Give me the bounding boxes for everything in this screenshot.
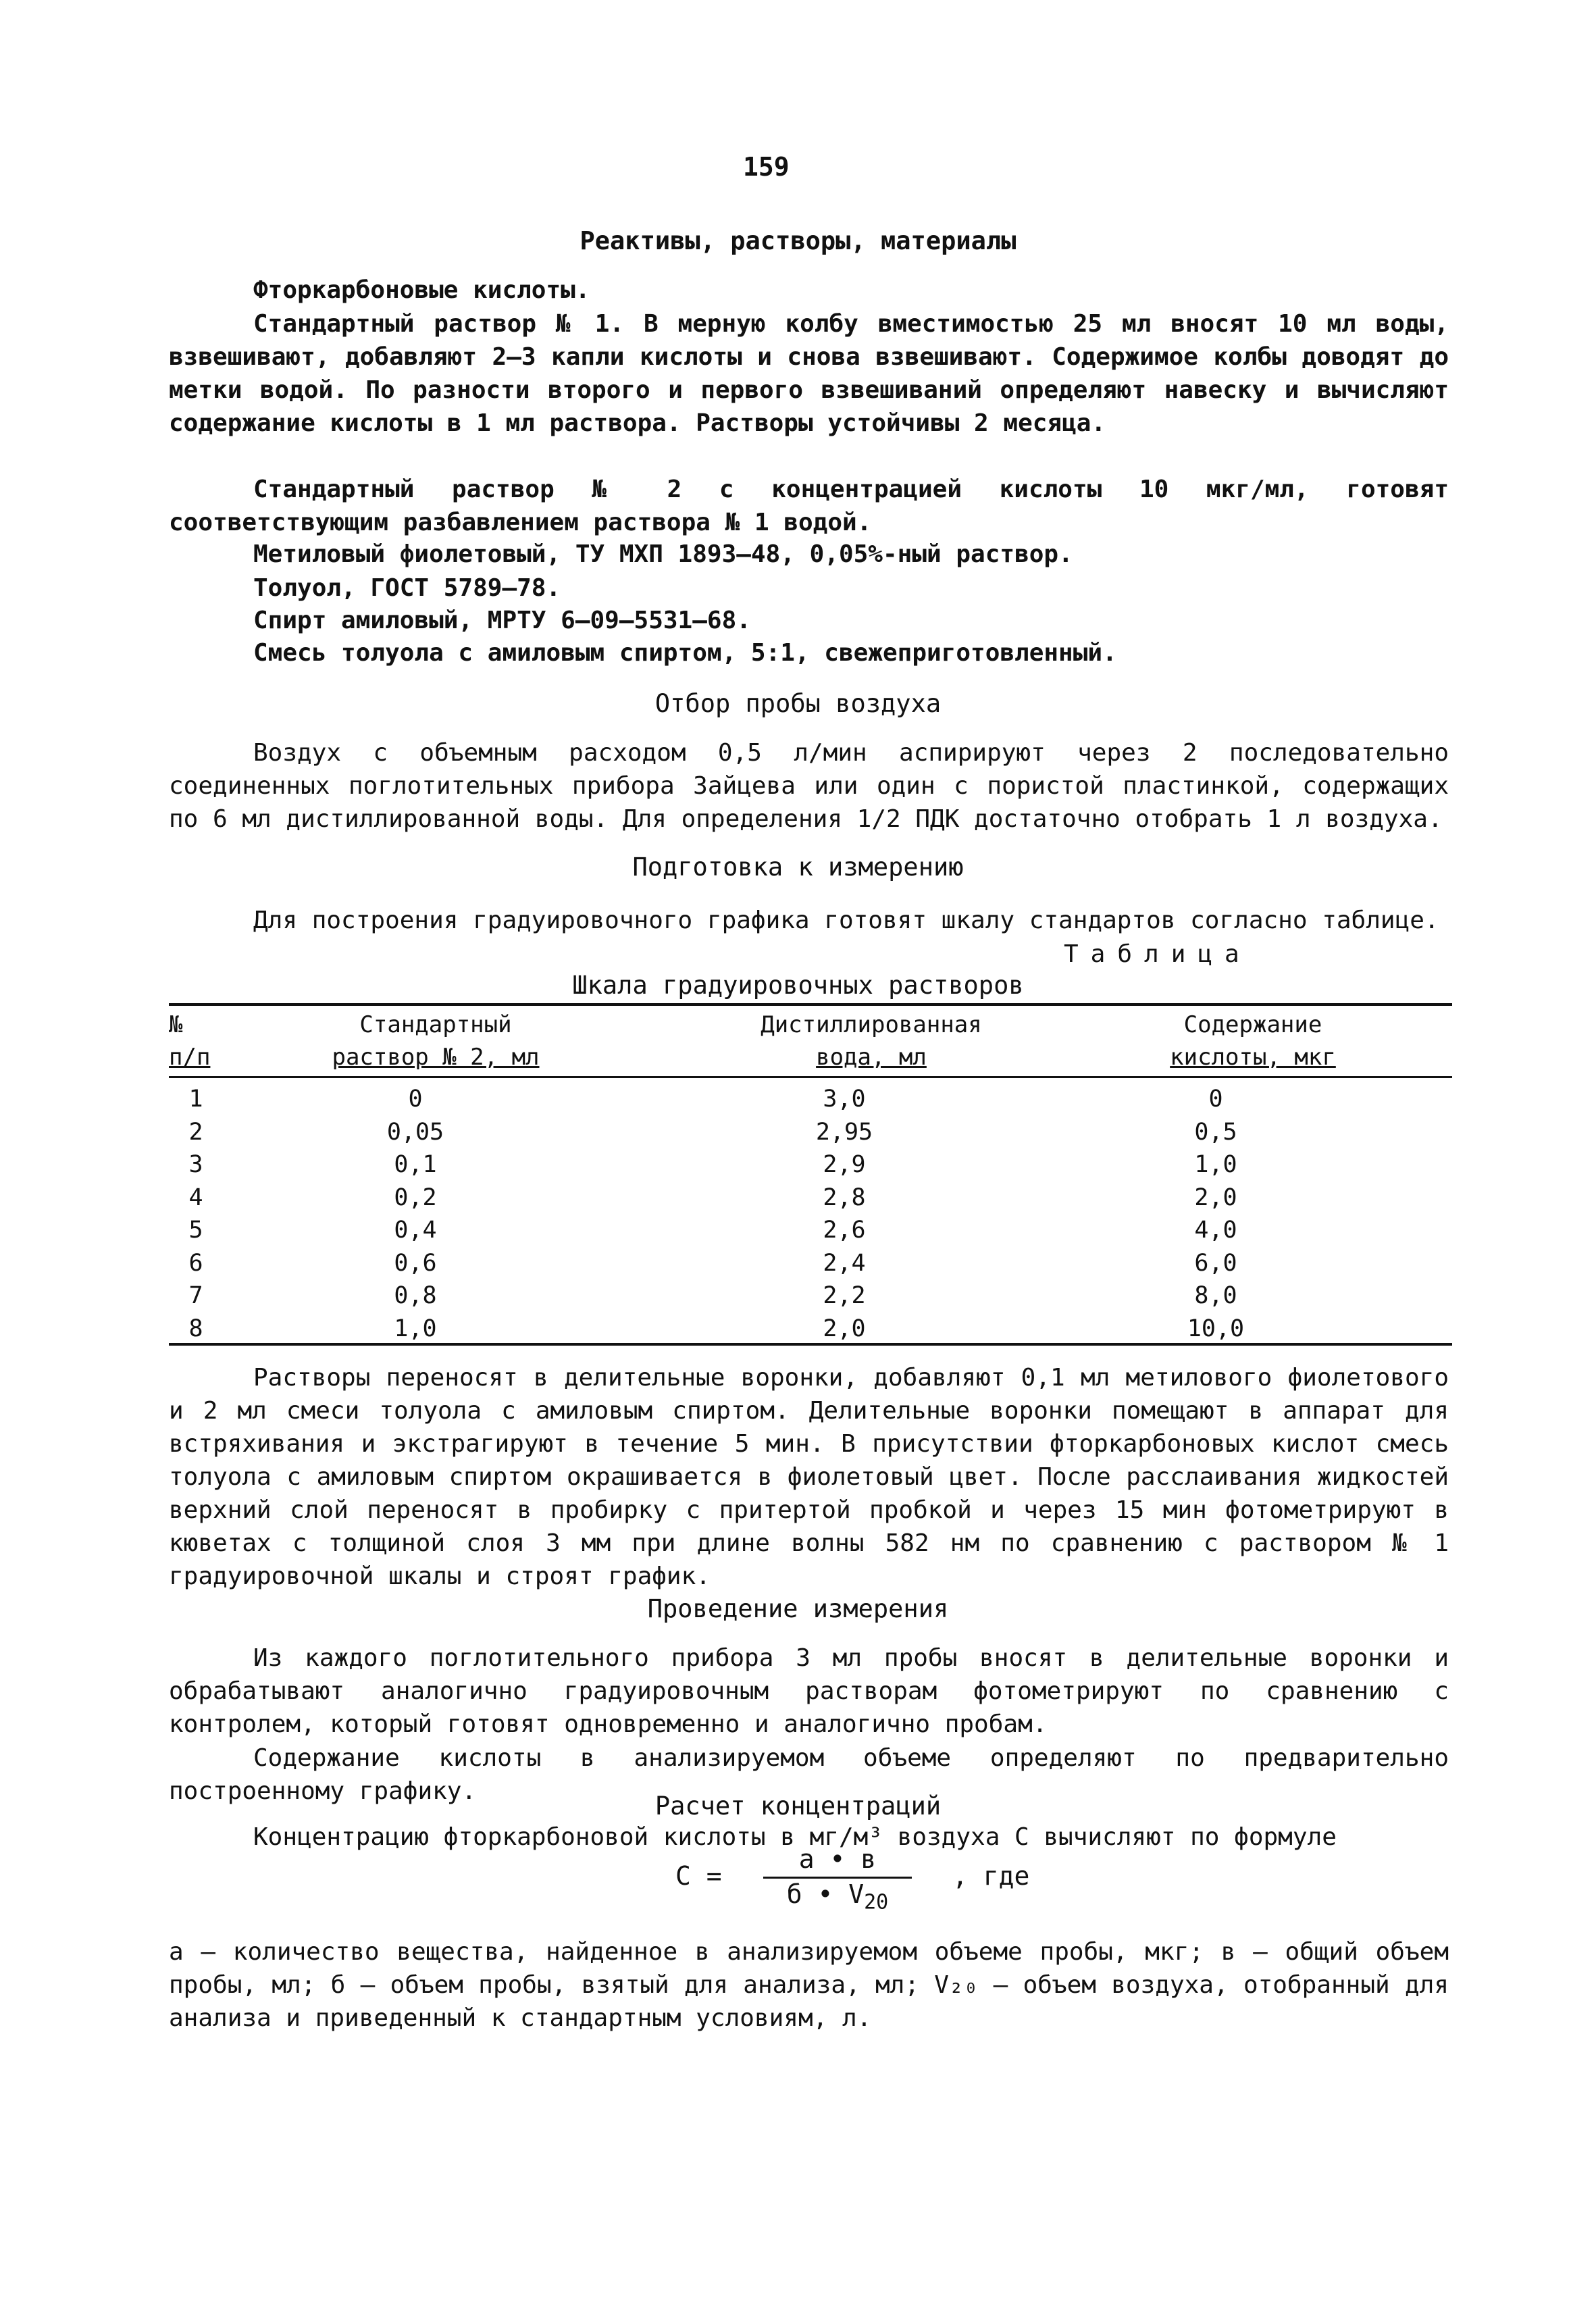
paragraph-content-determination: Содержание кислоты в анализируемом объеме определяют по предварительно построенному графику. bbox=[169, 1744, 1449, 1805]
cell-water: 2,0 bbox=[823, 1315, 866, 1342]
calibration-table bbox=[169, 1003, 1452, 1351]
page-number: 159 bbox=[743, 152, 790, 182]
cell-standard: 0,2 bbox=[394, 1184, 437, 1211]
paragraph-measurement: Из каждого поглотительного прибора 3 мл пробы вносят в делительные воронки и обрабатывают аналогично градуировочным растворам фотометрируют по сравнению с контролем, который готовят одновременно и аналогично пробам. bbox=[169, 1644, 1449, 1738]
formula-lhs: С = bbox=[675, 1861, 722, 1891]
table-row bbox=[169, 1279, 1452, 1313]
header-line: № bbox=[169, 1011, 183, 1038]
reagent-line-amyl-alcohol: Спирт амиловый, МРТУ 6–09–5531–68. bbox=[253, 607, 751, 634]
cell-water: 2,95 bbox=[815, 1118, 873, 1146]
formula-numerator: а • в bbox=[798, 1844, 877, 1874]
cell-standard: 0,8 bbox=[394, 1282, 437, 1309]
denominator-text: б • V bbox=[786, 1879, 865, 1909]
reagent-line-toluene: Толуол, ГОСТ 5789–78. bbox=[253, 574, 561, 602]
formula-denominator bbox=[767, 1879, 908, 1914]
cell-water: 2,2 bbox=[823, 1282, 866, 1309]
cell-content: 10,0 bbox=[1187, 1315, 1245, 1342]
table-rule-top bbox=[169, 1003, 1452, 1006]
cell-standard: 1,0 bbox=[394, 1315, 437, 1342]
section-heading-measurement: Проведение измерения bbox=[647, 1594, 949, 1623]
table-header-acid-content bbox=[1067, 1009, 1439, 1073]
fraction-bar bbox=[763, 1877, 912, 1879]
header-line: Стандартный bbox=[359, 1011, 512, 1038]
cell-content: 0 bbox=[1208, 1086, 1223, 1113]
section-heading-calculation: Расчет концентраций bbox=[654, 1791, 942, 1821]
paragraph-formula-intro: Концентрацию фторкарбоновой кислоты в мг/м³ воздуха С вычисляют по формуле bbox=[253, 1823, 1337, 1851]
cell-number: 1 bbox=[188, 1086, 203, 1113]
table-header-standard-solution bbox=[277, 1009, 594, 1073]
table-header-number bbox=[169, 1009, 263, 1073]
reagent-line-mixture: Смесь толуола с амиловым спиртом, 5:1, свежеприготовленный. bbox=[253, 639, 1117, 667]
paragraph-extraction-procedure: Растворы переносят в делительные воронки, добавляют 0,1 мл метилового фиолетового и 2 мл смеси толуола с амиловым спиртом. Делительные воронки помещают в аппарат для встряхивания и экстрагируют в течение 5 мин. В присутствии фторкарбоновых кислот смесь толуола с амиловым спиртом окрашивается в фиолетовый цвет. После расслаивания жидкостей верхний слой переносят в пробирку с притертой пробкой и через 15 мин фотометрируют в кюветах с толщиной слоя 3 мм при длине волны 582 нм по сравнению с раствором № 1 градуировочной шкалы и строят график. bbox=[169, 1364, 1449, 1590]
cell-standard: 0,4 bbox=[394, 1217, 437, 1244]
reagent-line-methyl-violet: Метиловый фиолетовый, ТУ МХП 1893–48, 0,05%-ный раствор. bbox=[253, 540, 1073, 568]
cell-content: 6,0 bbox=[1194, 1249, 1237, 1277]
header-line: раствор № 2, мл bbox=[332, 1044, 540, 1071]
header-line: Содержание bbox=[1183, 1011, 1322, 1038]
table-body bbox=[169, 1083, 1452, 1345]
cell-content: 2,0 bbox=[1194, 1184, 1237, 1211]
cell-number: 2 bbox=[188, 1118, 203, 1146]
table-row bbox=[169, 1116, 1452, 1149]
cell-standard: 0,6 bbox=[394, 1249, 437, 1277]
cell-content: 4,0 bbox=[1194, 1217, 1237, 1244]
cell-water: 2,4 bbox=[823, 1249, 866, 1277]
cell-number: 8 bbox=[188, 1315, 203, 1342]
section-heading-preparation: Подготовка к измерению bbox=[632, 853, 964, 882]
cell-content: 8,0 bbox=[1194, 1282, 1237, 1309]
cell-standard: 0 bbox=[408, 1086, 423, 1113]
cell-water: 3,0 bbox=[823, 1086, 866, 1113]
table-header-distilled-water bbox=[669, 1009, 1074, 1073]
header-line: вода, мл bbox=[816, 1044, 927, 1071]
table-row bbox=[169, 1214, 1452, 1247]
cell-water: 2,6 bbox=[823, 1217, 866, 1244]
concentration-formula bbox=[675, 1844, 1081, 1918]
cell-number: 4 bbox=[188, 1184, 203, 1211]
table-row bbox=[169, 1148, 1452, 1181]
paragraph-standard-solution-1: Стандартный раствор № 1. В мерную колбу вместимостью 25 мл вносят 10 мл воды, взвешивают, добавляют 2–3 капли кислоты и снова взвешивают. Содержимое колбы доводят до метки водой. По разности второго и первого взвешиваний определяют навеску и вычисляют содержание кислоты в 1 мл раствора. Растворы устойчивы 2 месяца. bbox=[169, 310, 1449, 437]
section-heading-air-sampling: Отбор пробы воздуха bbox=[654, 689, 942, 718]
cell-number: 3 bbox=[188, 1151, 203, 1178]
paragraph-fluorocarbon-acids: Фторкарбоновые кислоты. bbox=[253, 276, 590, 304]
cell-number: 7 bbox=[188, 1282, 203, 1309]
table-row bbox=[169, 1181, 1452, 1215]
paragraph-calibration-intro: Для построения градуировочного графика готовят шкалу стандартов согласно таблице. bbox=[253, 907, 1439, 934]
header-line: п/п bbox=[169, 1044, 211, 1071]
cell-standard: 0,1 bbox=[394, 1151, 437, 1178]
cell-water: 2,9 bbox=[823, 1151, 866, 1178]
table-title: Шкала градуировочных растворов bbox=[572, 971, 1024, 1000]
table-row bbox=[169, 1083, 1452, 1116]
table-rule-bottom bbox=[169, 1343, 1452, 1346]
cell-content: 1,0 bbox=[1194, 1151, 1237, 1178]
table-row bbox=[169, 1313, 1452, 1346]
table-label: Таблица bbox=[1064, 940, 1252, 968]
table-row bbox=[169, 1247, 1452, 1280]
paragraph-standard-solution-2: Стандартный раствор № 2 с концентрацией кислоты 10 мкг/мл, готовят соответствующим разбавлением раствора № 1 водой. bbox=[169, 476, 1449, 536]
denominator-subscript: 20 bbox=[864, 1890, 889, 1914]
cell-number: 6 bbox=[188, 1249, 203, 1277]
table-rule-header bbox=[169, 1076, 1452, 1078]
section-heading-reagents: Реактивы, растворы, материалы bbox=[580, 226, 1016, 255]
cell-number: 5 bbox=[188, 1217, 203, 1244]
cell-content: 0,5 bbox=[1194, 1118, 1237, 1146]
cell-water: 2,8 bbox=[823, 1184, 866, 1211]
header-line: Дистиллированная bbox=[761, 1011, 982, 1038]
cell-standard: 0,05 bbox=[386, 1118, 444, 1146]
header-line: кислоты, мкг bbox=[1170, 1044, 1336, 1071]
paragraph-air-sampling: Воздух с объемным расходом 0,5 л/мин аспирируют через 2 последовательно соединенных поглотительных прибора Зайцева или один с пористой пластинкой, содержащих по 6 мл дистиллированной воды. Для определения 1/2 ПДК достаточно отобрать 1 л воздуха. bbox=[169, 739, 1449, 833]
paragraph-variable-definitions: а – количество вещества, найденное в анализируемом объеме пробы, мкг; в – общий объем пробы, мл; б – объем пробы, взятый для анализа, мл; V₂₀ – объем воздуха, отобранный для анализа и приведенный к стандартным условиям, л. bbox=[169, 1938, 1449, 2032]
formula-suffix: , где bbox=[952, 1861, 1030, 1891]
